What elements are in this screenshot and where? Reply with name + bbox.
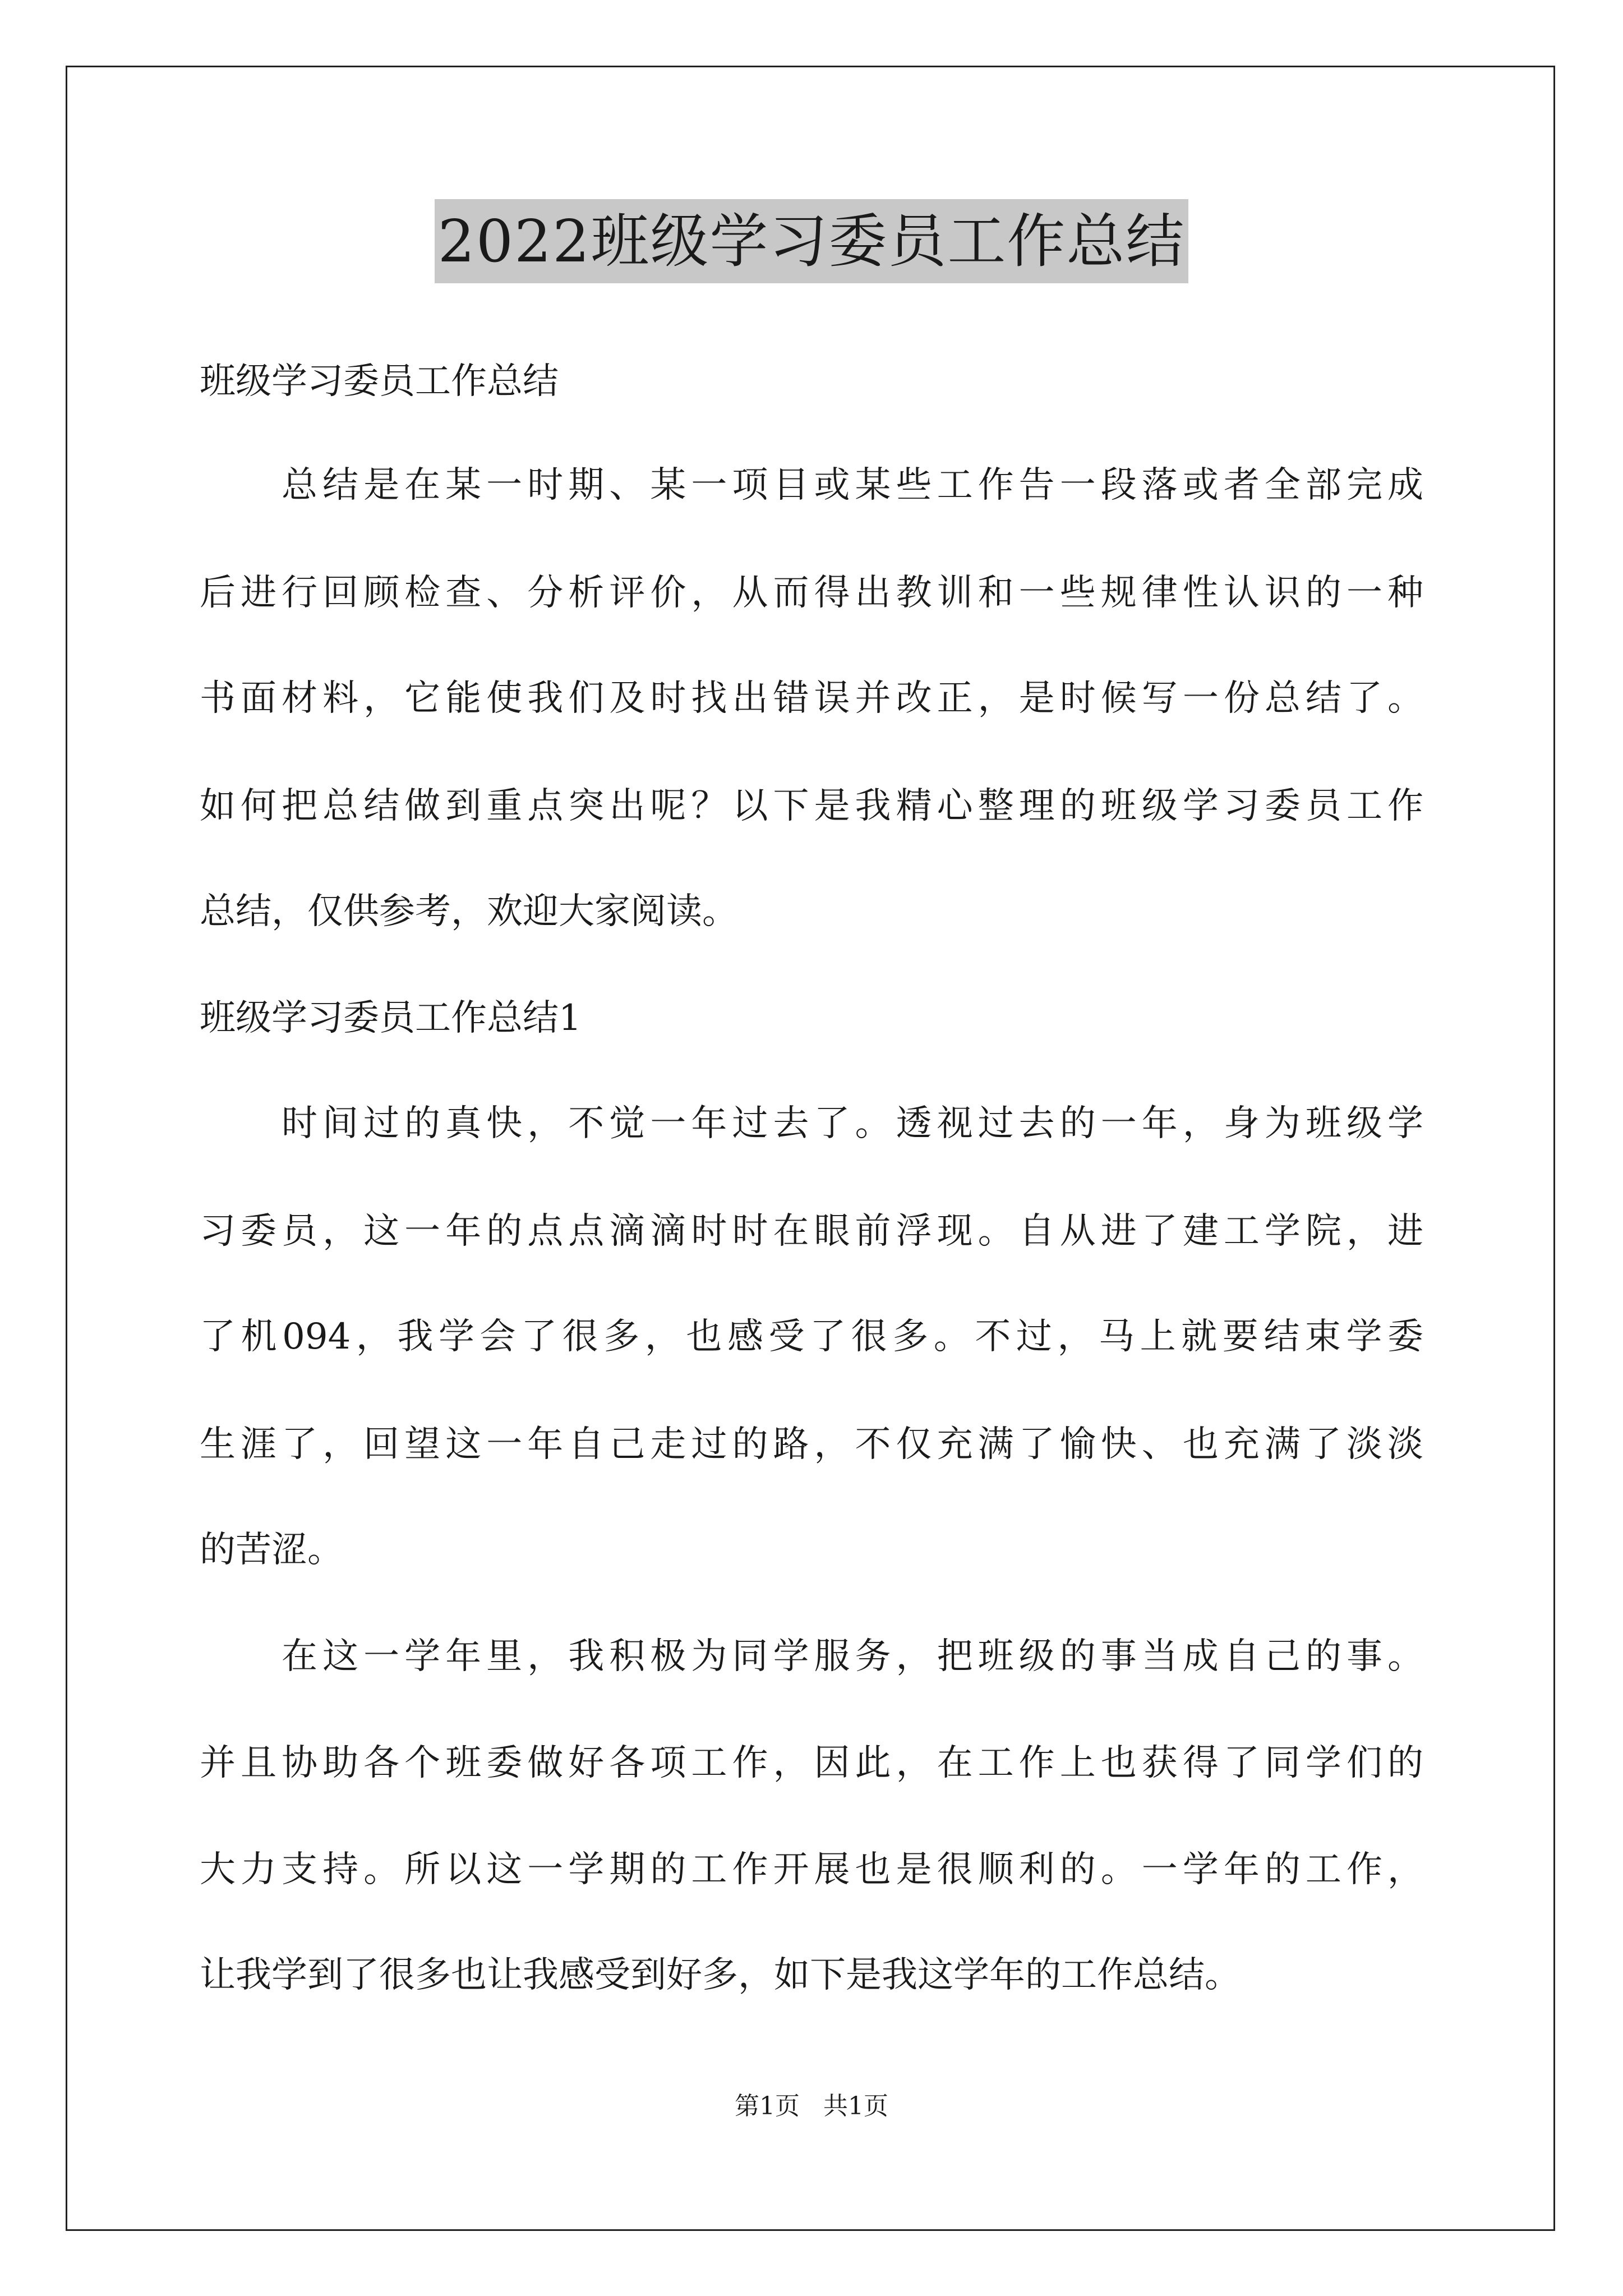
page-footer: 第1页 共1页 (735, 2092, 888, 2120)
paragraph-line: 的苦涩。 (200, 1529, 343, 1571)
paragraph-line: 时间过的真快，不觉一年过去了。透视过去的一年，身为班级学 (282, 1103, 1423, 1144)
paragraph-line: 大力支持。所以这一学期的工作开展也是很顺利的。一学年的工作， (200, 1849, 1423, 1890)
intro-line: 总结，仅供参考，欢迎大家阅读。 (200, 891, 738, 932)
section-heading: 班级学习委员工作总结1 (200, 997, 582, 1039)
intro-line: 如何把总结做到重点突出呢？以下是我精心整理的班级学习委员工作 (200, 785, 1423, 827)
intro-line: 后进行回顾检查、分析评价，从而得出教训和一些规律性认识的一种 (200, 572, 1423, 614)
document-title: 2022班级学习委员工作总结 (435, 199, 1189, 283)
intro-line: 总结是在某一时期、某一项目或某些工作告一段落或者全部完成 (282, 464, 1423, 506)
subtitle: 班级学习委员工作总结 (200, 361, 559, 402)
paragraph-line: 了机094，我学会了很多，也感受了很多。不过，马上就要结束学委 (200, 1316, 1423, 1358)
paragraph-line: 在这一学年里，我积极为同学服务，把班级的事当成自己的事。 (282, 1636, 1423, 1677)
paragraph-line: 让我学到了很多也让我感受到好多，如下是我这学年的工作总结。 (200, 1954, 1241, 1996)
paragraph-line: 并且协助各个班委做好各项工作，因此，在工作上也获得了同学们的 (200, 1742, 1423, 1784)
title-container (0, 199, 1623, 283)
intro-line: 书面材料，它能使我们及时找出错误并改正，是时候写一份总结了。 (200, 678, 1423, 719)
paragraph-line: 习委员，这一年的点点滴滴时时在眼前浮现。自从进了建工学院，进 (200, 1211, 1423, 1252)
paragraph-line: 生涯了，回望这一年自己走过的路，不仅充满了愉快、也充满了淡淡 (200, 1424, 1423, 1465)
